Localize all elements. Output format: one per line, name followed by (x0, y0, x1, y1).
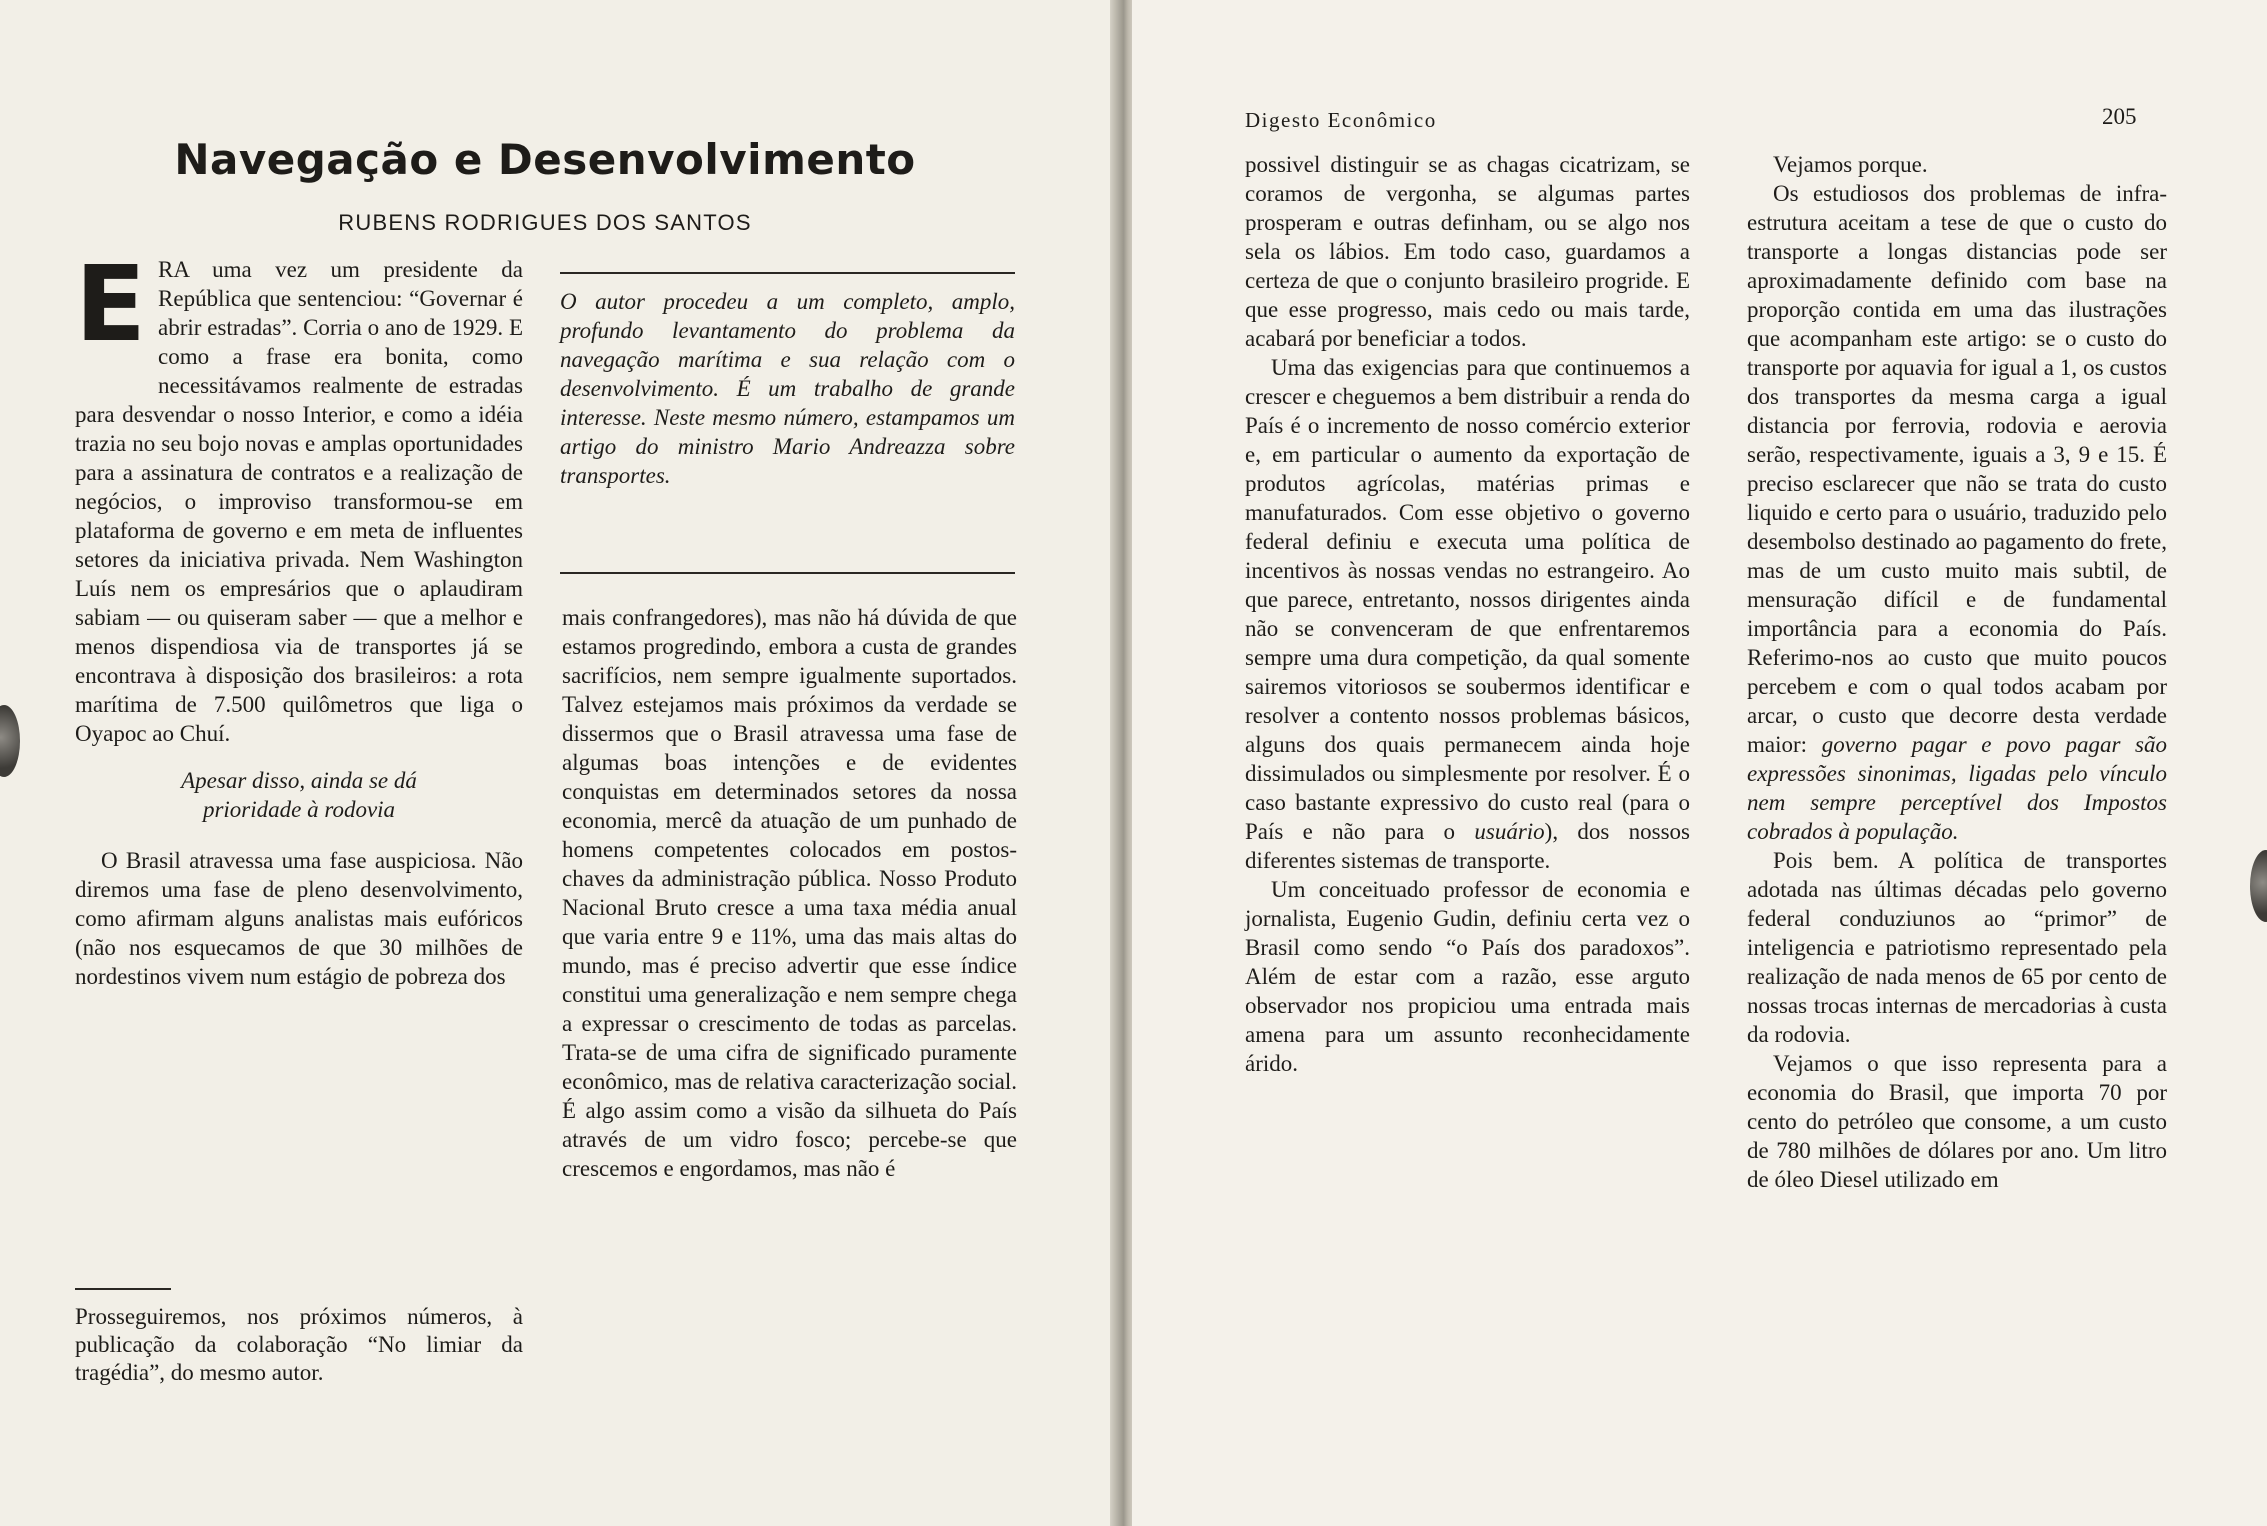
paragraph-italic: governo pagar e povo pagar são expressões sinonimas, ligadas pelo vínculo nem sempre perceptível dos Impostos cobrados à população. (1747, 732, 2168, 844)
right-col1-paragraph-1: possivel distinguir se as chagas cicatrizam, se coramos de vergonha, se algumas partes prosperam e outras definham, ou se algo nos sela os lábios. Em todo caso, guardamos a certeza de que o conjunto brasileiro progride. E que esse progresso, mais cedo ou mais tarde, acabará por beneficiar a todos. (1245, 152, 1690, 351)
right-col2-paragraph-3: Pois bem. A política de transportes adotada nas últimas décadas pelo governo federal conduziunos ao “primor” de inteligencia e patriotismo representado pela realização de nada menos de 65 por cento de nossas trocas internas de mercadorias à custa da rodovia. (1747, 848, 2167, 1047)
footnote: Prosseguiremos, nos próximos números, à publicação da colaboração “No limiar da tragédia”, do mesmo autor. (75, 1304, 523, 1385)
paragraph-2-text: Uma das exigencias para que continuemos a crescer e cheguemos a bem distribuir a renda do País é o incremento de nosso comércio exterior e, em particular o aumento da exportação de produtos agrícolas, matérias primas e manufaturados. Com esse objetivo o governo federal definiu e executa uma política de incentivos às nossas vendas no estrangeiro. Ao que parece, entretanto, nossos dirigentes ainda não se convenceram de que enfrentaremos sempre uma dura competição, da qual somente sairemos vitoriosos se soubermos identificar e resolver a contento nossos problemas básicos, alguns dos quais permanecem ainda hoje dissimulados ou simplesmente por resolver. É o caso bastante expressivo do custo real (para o País e não para o (1245, 355, 1690, 844)
footnote-rule (75, 1288, 171, 1290)
column-2-text: mais confrangedores), mas não há dúvida de que estamos progredindo, embora a custa de grandes sacrifícios, nem sempre igualmente suportados. Talvez estejamos mais próximos da verdade se dissermos que o Brasil atravessa uma fase de algumas boas intenções e de evidentes conquistas em determinados setores da nossa economia, mercê da atuação de um punhado de homens competentes colocados em postos-chaves da administração pública. Nosso Produto Nacional Bruto cresce a uma taxa média anual que varia entre 9 e 11%, uma das mais altas do mundo, mas é preciso advertir que esse índice constitui uma generalização e nem sempre chega a expressar o crescimento de todas as parcelas. Trata-se de uma cifra de significado puramente econômico, mas de relativa caracterização social. É algo assim como a visão da silhueta do País através de um vidro fosco; percebe-se que crescemos e engordamos, mas não é (562, 605, 1017, 1181)
paragraph-text: Os estudiosos dos problemas de infra-estrutura aceitam a tese de que o custo do transporte a longas distancias pode ser aproximadamente definido com base na proporção contida em uma das ilustrações que acompanham este artigo: se o custo do transporte por aquavia for igual a 1, os custos dos transportes da mesma carga a igual distancia por ferrovia, rodovia e aerovia serão, respectivamente, iguais a 3, 9 e 15. É preciso esclarecer que não se trata do custo liquido e certo para o usuário, traduzido pelo desembolso destinado ao pagamento do frete, mas de um custo muito mais subtil, de mensuração difícil e de fundamental importância para a economia do País. Referimo-nos ao custo que muito poucos percebem e com o qual todos acabam por arcar, o custo que decorre desta verdade maior: (1747, 181, 2167, 757)
intro-box: O autor procedeu a um completo, amplo, profundo levantamento do problema da navegação marítima e sua relação com o desenvolvimento. É um trabalho de grande interesse. Neste mesmo número, estampamos um artigo do ministro Mario Andreazza sobre transportes. (560, 289, 1015, 488)
right-column-2 (1747, 150, 2167, 1194)
subhead-line-1: Apesar disso, ainda se dá (181, 768, 417, 793)
intro-bottom-rule (560, 572, 1015, 574)
right-col2-paragraph-2 (1747, 179, 2167, 846)
binding-hole-left (0, 705, 20, 777)
page-number: 205 (2102, 104, 2137, 129)
section-subhead (75, 766, 523, 824)
running-head: Digesto Econômico (1245, 108, 1437, 132)
right-col2-paragraph-4: Vejamos o que isso representa para a economia do Brasil, que importa 70 por cento do petróleo que consome, a um custo de 780 milhões de dólares por ano. Um litro de óleo Diesel utilizado em (1747, 1051, 2167, 1192)
paragraph-2-italic: usuário (1474, 819, 1545, 844)
article-title: Navegação e Desenvolvimento (174, 135, 916, 184)
opening-paragraph: RA uma vez um presidente da República que sentenciou: “Governar é abrir estradas”. Corria o ano de 1929. E como a frase era bonita, como necessitávamos realmente de estradas para desvendar o nosso Interior, e como a idéia trazia no seu bojo novas e amplas oportunidades para a assinatura de contratos e a realização de negócios, o improviso transformou-se em plataforma de governo e em meta de influentes setores da iniciativa privada. Nem Washington Luís nem os empresários que o aplaudiram sabiam — ou quiseram saber — que a melhor e menos dispendiosa via de transportes já se encontrava à disposição dos brasileiros: a rota marítima de 7.500 quilômetros que liga o Oyapoc ao Chuí. (75, 257, 523, 746)
paragraph-2-end: ), dos nossos diferentes sistemas de transporte. (1245, 819, 1690, 873)
right-column-1 (1245, 150, 1690, 1078)
right-col2-paragraph-1: Vejamos porque. (1773, 152, 1928, 177)
binding-hole-right (2250, 850, 2267, 922)
right-col1-paragraph-3: Um conceituado professor de economia e jornalista, Eugenio Gudin, definiu certa vez o Brasil como sendo “o País dos paradoxos”. Além de estar com a razão, esse arguto observador nos propiciou uma entrada mais amena para um assunto reconhecidamente árido. (1245, 877, 1690, 1076)
article-author: RUBENS RODRIGUES DOS SANTOS (338, 210, 752, 235)
left-column-1 (75, 243, 523, 991)
right-col1-paragraph-2 (1245, 353, 1690, 875)
left-column-2 (562, 603, 1017, 1183)
drop-cap: E (75, 243, 147, 365)
right-page (1132, 0, 2267, 1526)
subhead-line-2: prioridade à rodovia (202, 797, 396, 822)
second-paragraph: O Brasil atravessa uma fase auspiciosa. Não diremos uma fase de pleno desenvolvimento, como afirmam alguns analistas mais eufóricos (não nos esquecamos de que 30 milhões de nordestinos vivem num estágio de pobreza dos (75, 848, 523, 989)
left-page (0, 0, 1120, 1526)
intro-top-rule (560, 272, 1015, 274)
